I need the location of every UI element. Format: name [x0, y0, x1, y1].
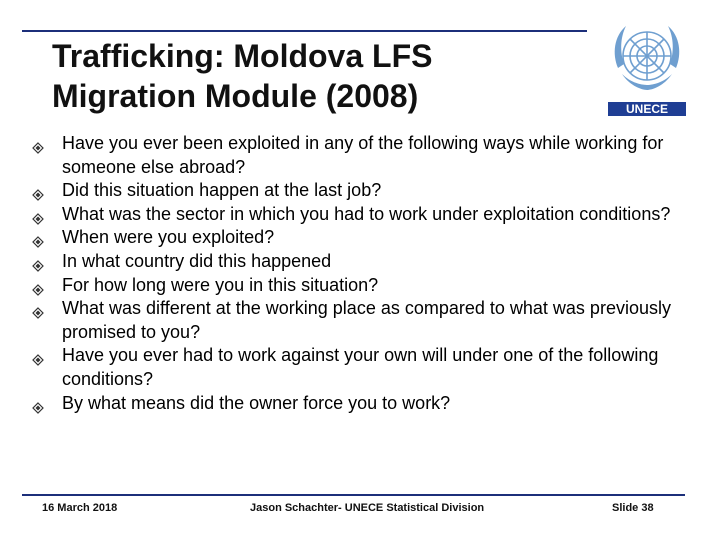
bullet-item: [32, 392, 672, 416]
bullet-text: When were you exploited?: [62, 227, 275, 248]
bullet-item: [32, 203, 672, 227]
bottom-rule: [22, 494, 685, 496]
un-emblem-icon: [608, 14, 686, 102]
title-line-2: Migration Module (2008): [52, 78, 419, 114]
bullet-item: [32, 226, 672, 250]
diamond-bullet-icon: [32, 302, 44, 314]
diamond-bullet-icon: [32, 231, 44, 243]
bullet-item: [32, 179, 672, 203]
diamond-bullet-icon: [32, 208, 44, 220]
diamond-bullet-icon: [32, 279, 44, 291]
bullet-item: [32, 297, 672, 344]
bullet-text: Have you ever been exploited in any of the following ways while working for someone else abroad?: [62, 133, 664, 177]
bullet-text: In what country did this happened: [62, 250, 332, 271]
bullet-item: [32, 132, 672, 179]
diamond-bullet-icon: [32, 184, 44, 196]
bullet-text: For how long were you in this situation?: [62, 274, 379, 295]
diamond-bullet-icon: [32, 349, 44, 361]
top-rule: [22, 30, 587, 32]
logo-label: UNECE: [608, 102, 686, 116]
bullet-text: Have you ever had to work against your own will under one of the following conditions?: [62, 345, 659, 389]
bullet-item: [32, 344, 672, 391]
footer-author: Jason Schachter- UNECE Statistical Division: [250, 502, 485, 514]
footer-date: 16 March 2018: [42, 502, 118, 514]
footer-slide-number: Slide 38: [612, 502, 654, 514]
bullet-item: [32, 250, 672, 274]
title-line-1: Trafficking: Moldova LFS: [52, 38, 433, 74]
diamond-bullet-icon: [32, 255, 44, 267]
slide-title: [52, 36, 572, 116]
bullet-text: What was different at the working place as compared to what was previously promised to you?: [62, 298, 671, 342]
bullet-text: Did this situation happen at the last job?: [62, 180, 382, 201]
bullet-text: By what means did the owner force you to work?: [62, 392, 451, 413]
bullet-item: [32, 274, 672, 298]
diamond-bullet-icon: [32, 397, 44, 409]
unece-logo: [608, 14, 686, 116]
bullet-text: What was the sector in which you had to work under exploitation conditions?: [62, 203, 671, 224]
diamond-bullet-icon: [32, 137, 44, 149]
bullet-list: [32, 132, 672, 415]
